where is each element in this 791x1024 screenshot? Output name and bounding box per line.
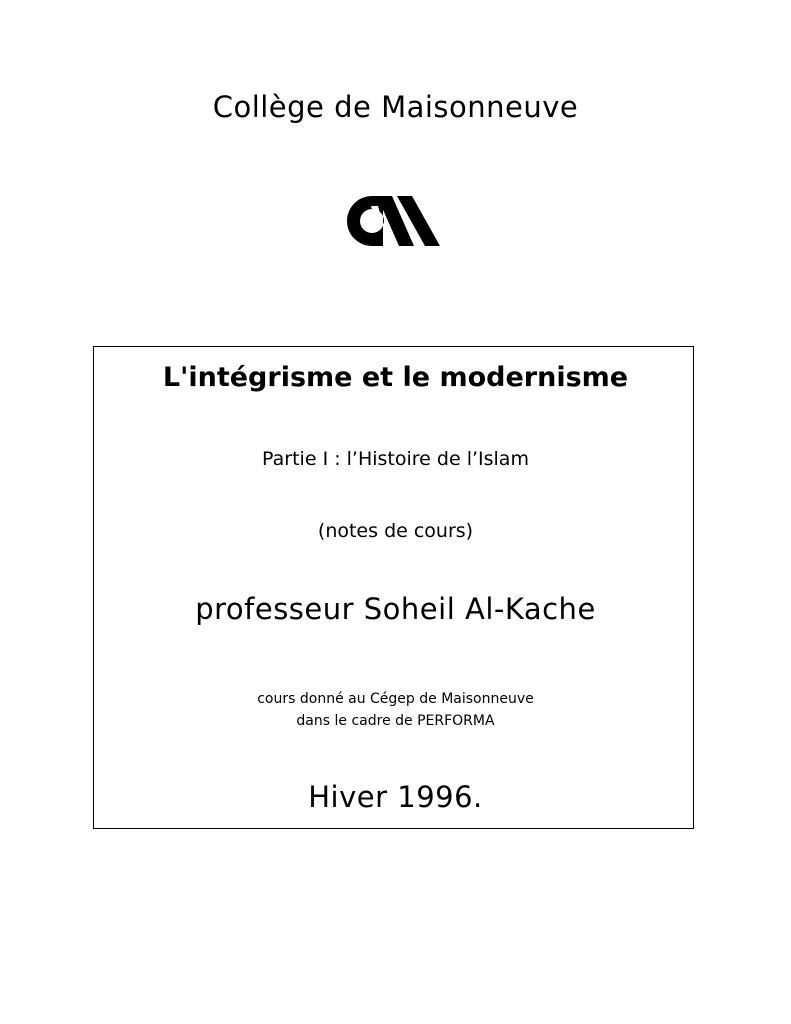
course-context <box>0 688 791 732</box>
course-context-line-2: dans le cadre de PERFORMA <box>296 713 495 729</box>
document-title: L'intégrisme et le modernisme <box>162 362 629 393</box>
professor-name: professeur Soheil Al-Kache <box>195 592 596 626</box>
session-date: Hiver 1996. <box>308 780 483 814</box>
notes-label: (notes de cours) <box>317 520 474 542</box>
college-logo-icon <box>347 196 443 246</box>
part-subtitle: Partie I : l’Histoire de l’Islam <box>262 448 529 470</box>
course-context-line-1: cours donné au Cégep de Maisonneuve <box>257 691 534 707</box>
title-frame <box>93 346 694 829</box>
institution-name: Collège de Maisonneuve <box>212 90 579 124</box>
